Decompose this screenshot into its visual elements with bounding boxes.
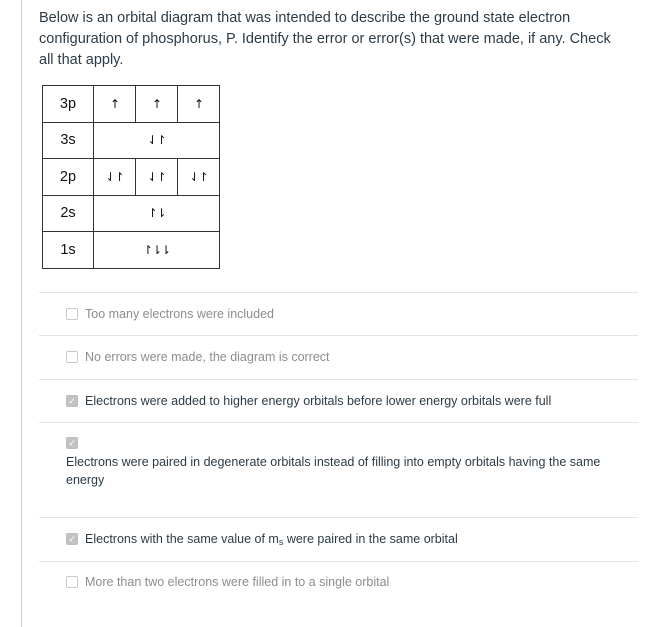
orbital-label: 3s <box>43 122 94 159</box>
checkbox[interactable] <box>66 308 78 320</box>
question-text: Below is an orbital diagram that was intended to describe the ground state electron configuration of phosphorus, P. Identify the error or error(s) that were made, if any. Check all that apply. <box>39 10 611 68</box>
orbital-box: ⇃↾ <box>105 169 124 184</box>
orbital-row-1s <box>43 232 220 269</box>
orbital-box: ↾⇂ <box>147 206 166 221</box>
checkbox-checked[interactable] <box>66 437 78 449</box>
answer-option-no-errors[interactable] <box>66 348 330 366</box>
answer-divider <box>39 517 638 518</box>
orbital-row-3p <box>43 86 220 123</box>
checkbox-checked[interactable] <box>66 533 78 545</box>
orbital-row-3s <box>43 122 220 159</box>
answer-label: No errors were made, the diagram is correct <box>85 350 330 364</box>
answer-label: Electrons were added to higher energy orbitals before lower energy orbitals were full <box>85 394 552 408</box>
checkbox-checked[interactable] <box>66 395 78 407</box>
answer-label: Too many electrons were included <box>85 307 274 321</box>
checkbox[interactable] <box>66 576 78 588</box>
answer-label: Electrons with the same value of $m_s$ were paired in the same orbital <box>85 532 458 547</box>
orbital-label: 1s <box>43 232 94 269</box>
checkbox[interactable] <box>66 351 78 363</box>
answer-divider <box>39 335 638 336</box>
answer-divider <box>39 292 638 293</box>
orbital-box: ↑ <box>135 86 177 122</box>
answer-option-higher-energy[interactable] <box>66 392 551 410</box>
check-icon: ✓ <box>68 395 76 406</box>
orbital-row-2s <box>43 195 220 232</box>
answer-option-paired-degenerate[interactable] <box>66 434 611 489</box>
answer-option-same-ms[interactable] <box>66 530 458 551</box>
answer-option-too-many[interactable] <box>66 305 274 323</box>
orbital-box: ↑ <box>177 86 219 122</box>
orbital-box: ↑ <box>109 96 120 111</box>
orbital-label: 2p <box>43 159 94 196</box>
answer-divider <box>39 379 638 380</box>
answer-label: Electrons were paired in degenerate orbitals instead of filling into empty orbitals having the same energy <box>66 455 601 487</box>
orbital-box: ⇃↾ <box>147 133 166 148</box>
left-border <box>21 0 22 627</box>
orbital-label: 3p <box>43 86 94 123</box>
check-icon: ✓ <box>68 437 76 448</box>
check-icon: ✓ <box>68 533 76 544</box>
orbital-box: ⇃↾ <box>135 159 177 195</box>
answer-divider <box>39 422 638 423</box>
orbital-label: 2s <box>43 195 94 232</box>
answer-label: More than two electrons were filled in to a single orbital <box>85 575 390 589</box>
answer-divider <box>39 561 638 562</box>
orbital-row-2p <box>43 159 220 196</box>
orbital-box: ↾⇂⇂ <box>142 242 171 257</box>
answer-option-more-than-two[interactable] <box>66 573 389 591</box>
orbital-diagram-table <box>42 85 220 269</box>
orbital-box: ⇃↾ <box>177 159 219 195</box>
